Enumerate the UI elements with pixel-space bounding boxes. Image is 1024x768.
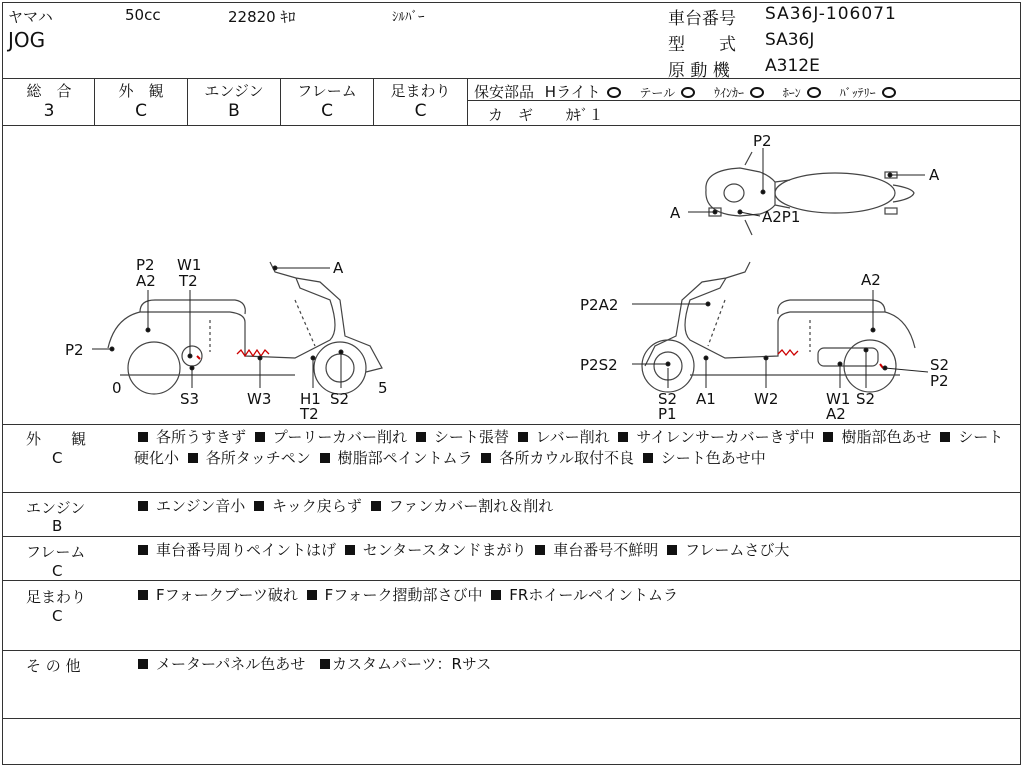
winker-label: ｳｲﾝｶｰ [713, 86, 744, 100]
headlight-label: Hライト [544, 83, 601, 101]
diag-left-w3: W3 [247, 390, 272, 408]
color: ｼﾙﾊﾞｰ [392, 10, 425, 25]
list-item: エンジン音小 [156, 497, 246, 515]
remarks-susp-label: 足まわり [26, 588, 87, 606]
battery-ok-icon [882, 87, 896, 98]
battery-label: ﾊﾞｯﾃﾘｰ [839, 86, 876, 100]
mileage: 22820 ｷﾛ [228, 8, 296, 26]
diag-top-p2: P2 [753, 132, 772, 150]
remarks-frame-grade: C [52, 562, 63, 580]
engine-score-label: エンジン [204, 82, 264, 100]
safety-title: 保安部品 [474, 83, 535, 101]
list-item: プーリーカバー削れ [272, 428, 408, 446]
diag-top-a1: A [929, 166, 940, 184]
diag-right-p2a2: P2A2 [580, 296, 619, 314]
list-item: 樹脂部色あせ [841, 428, 932, 446]
diag-left-0: 0 [112, 379, 122, 397]
diag-left-w1: W1 [177, 256, 202, 274]
list-item: サイレンサーカバーきず中 [636, 428, 815, 446]
horn-ok-icon [807, 87, 821, 98]
diag-right-a2: A2 [861, 271, 881, 289]
list-item: センタースタンドまがり [362, 541, 527, 559]
remarks-exterior-label: 外 観 [26, 430, 87, 448]
maker: ヤマハ [8, 8, 53, 26]
list-item: シート色あせ中 [660, 449, 766, 467]
suspension-score: C [414, 101, 427, 121]
list-item: Fフォークブーツ破れ [156, 586, 298, 604]
diag-right-p2s2: P2S2 [580, 356, 618, 374]
overall-score: 3 [43, 101, 55, 121]
diag-right-s2: S2 [930, 356, 950, 374]
diag-left-t2b: T2 [300, 405, 319, 423]
diag-right-w2: W2 [754, 390, 779, 408]
type-value: SA36J [765, 30, 815, 50]
key-label: カ ギ [488, 106, 534, 124]
remarks-engine-list [134, 496, 553, 517]
diag-top-a2: A [670, 204, 681, 222]
exterior-label: 外 観 [118, 82, 164, 100]
diag-right-p1: P1 [658, 405, 677, 423]
list-item: Fフォーク摺動部さび中 [324, 586, 483, 604]
diag-right-a1: A1 [696, 390, 716, 408]
remarks-other-label: そ の 他 [26, 657, 81, 675]
engine-label: 原 動 機 [668, 61, 730, 81]
list-item: 各所カウル取付不良 [499, 449, 634, 467]
diag-left-a2: A2 [136, 272, 156, 290]
list-item: 車台番号不鮮明 [553, 541, 659, 559]
list-item: レバー削れ [535, 428, 610, 446]
list-item: フレームさび大 [685, 541, 790, 559]
remarks-exterior-list [134, 427, 1018, 469]
diag-right-w1: W1 [826, 390, 851, 408]
list-item: キック戻らず [272, 497, 362, 515]
engine-value: A312E [765, 56, 820, 76]
remarks-engine-label: エンジン [26, 499, 86, 517]
diag-right-s2c: S2 [856, 390, 876, 408]
frame-score: C [321, 101, 333, 121]
damage-diagram [0, 126, 1024, 424]
scooter-top-view [706, 152, 914, 235]
overall-label: 総 合 [26, 82, 72, 100]
diag-left-s2: S2 [330, 390, 350, 408]
type-label: 型 式 [668, 35, 736, 55]
horn-label: ﾎｰﾝ [782, 86, 801, 100]
diag-left-p2b: P2 [65, 341, 84, 359]
diag-right-s2b: S2 [658, 390, 678, 408]
suspension-label: 足まわり [390, 82, 451, 100]
list-item: 車台番号周りペイントはげ [156, 541, 337, 559]
winker-ok-icon [750, 87, 764, 98]
diag-left-h1: H1 [300, 390, 321, 408]
diag-right-p2: P2 [930, 372, 949, 390]
scratch-mark-pulley [197, 356, 200, 359]
list-item: 各所うすきず [156, 428, 247, 446]
frame-no: SA36J-106071 [765, 4, 897, 24]
list-item: メーターパネル色あせ [156, 655, 306, 673]
diag-left-p2: P2 [136, 256, 155, 274]
diag-top-a2p1: A2P1 [762, 208, 801, 226]
diag-left-a: A [333, 259, 344, 277]
list-item: 各所タッチペン [205, 449, 311, 467]
list-item: シート硬化小 [134, 428, 1004, 467]
diag-left-t2: T2 [179, 272, 198, 290]
model-name: JOG [8, 28, 46, 52]
remarks-engine-grade: B [52, 517, 63, 535]
diag-right-a2b: A2 [826, 405, 846, 423]
list-item: FRホイールペイントムラ [509, 586, 679, 604]
diag-left-s3: S3 [180, 390, 200, 408]
headlight-ok-icon [607, 87, 621, 98]
scratch-mark-rear [880, 364, 883, 368]
remarks-frame-list [134, 540, 789, 561]
remarks-frame-label: フレーム [26, 543, 86, 561]
diag-left-5: 5 [378, 379, 388, 397]
scratch-mark-right [778, 350, 798, 355]
frame-no-label: 車台番号 [668, 9, 736, 29]
engine-score: B [228, 101, 240, 121]
remarks-susp-list [134, 585, 678, 606]
exterior-score: C [135, 101, 147, 121]
frame-score-label: フレーム [297, 82, 357, 100]
scratch-mark-left [237, 350, 269, 356]
displacement: 50cc [125, 6, 161, 24]
list-item: シート張替 [433, 428, 509, 446]
list-item: 樹脂部ペイントムラ [337, 449, 473, 467]
remarks-exterior-grade: C [52, 449, 63, 467]
remarks-other-list [134, 654, 491, 675]
tail-label: テール [639, 86, 676, 100]
remarks-susp-grade: C [52, 607, 63, 625]
key-value: ｶｷﾞ１ [566, 106, 604, 124]
safety-parts [474, 81, 896, 102]
list-item: ファンカバー割れ＆削れ [388, 497, 554, 515]
tail-ok-icon [681, 87, 695, 98]
list-item: カスタムパーツ：Rサス [332, 655, 492, 673]
